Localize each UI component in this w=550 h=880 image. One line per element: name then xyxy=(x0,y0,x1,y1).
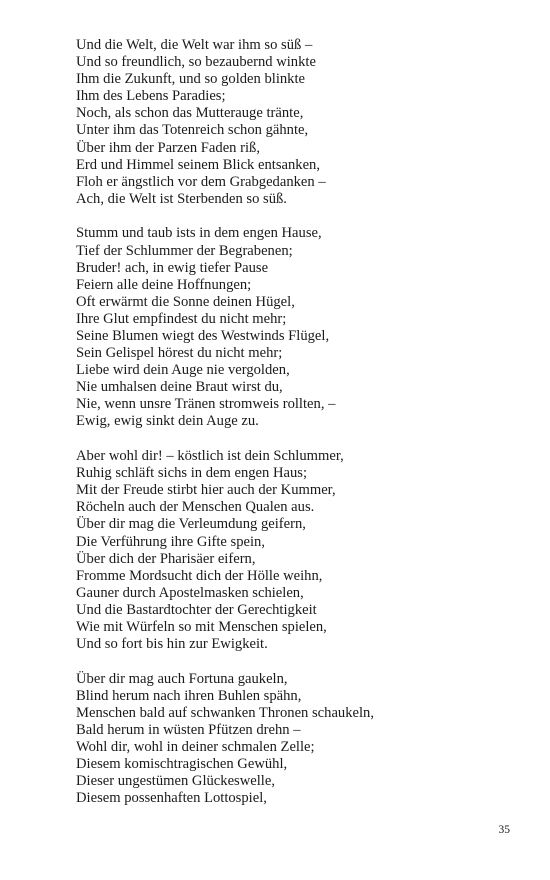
poem-line: Wohl dir, wohl in deiner schmalen Zelle; xyxy=(76,739,315,756)
poem-line: Blind herum nach ihren Buhlen spähn, xyxy=(76,687,302,704)
poem-line: Röcheln auch der Menschen Qualen aus. xyxy=(76,499,315,516)
poem-line: Sein Gelispel hörest du nicht mehr; xyxy=(76,345,283,362)
poem-line: Dieser ungestümen Glückeswelle, xyxy=(76,773,275,790)
poem-line: Ihre Glut empfindest du nicht mehr; xyxy=(76,310,287,327)
poem-line: Und so freundlich, so bezaubernd winkte xyxy=(76,54,316,71)
poem-text xyxy=(76,37,516,825)
poem-line: Diesem possenhaften Lottospiel, xyxy=(76,790,267,807)
poem-line: Ihm des Lebens Paradies; xyxy=(76,88,226,105)
poem-line: Noch, als schon das Mutterauge tränte, xyxy=(76,105,304,122)
poem-line: Unter ihm das Totenreich schon gähnte, xyxy=(76,122,309,139)
poem-line: Ruhig schläft sichs in dem engen Haus; xyxy=(76,465,308,482)
stanza-4 xyxy=(76,671,516,808)
poem-line: Feiern alle deine Hoffnungen; xyxy=(76,276,252,293)
poem-line: Tief der Schlummer der Begrabenen; xyxy=(76,242,293,259)
poem-line: Aber wohl dir! – köstlich ist dein Schlummer, xyxy=(76,448,344,465)
poem-line: Fromme Mordsucht dich der Hölle weihn, xyxy=(76,567,323,584)
poem-line: Menschen bald auf schwanken Thronen schaukeln, xyxy=(76,704,374,721)
poem-line: Nie, wenn unsre Tränen stromweis rollten, – xyxy=(76,396,336,413)
poem-line: Bald herum in wüsten Pfützen drehn – xyxy=(76,721,301,738)
poem-line: Über ihm der Parzen Faden riß, xyxy=(76,139,260,156)
poem-line: Bruder! ach, in ewig tiefer Pause xyxy=(76,259,269,276)
poem-line: Wie mit Würfeln so mit Menschen spielen, xyxy=(76,619,327,635)
poem-line: Oft erwärmt die Sonne deinen Hügel, xyxy=(76,293,295,310)
stanza-1 xyxy=(76,37,516,208)
poem-line: Über dich der Pharisäer eifern, xyxy=(76,550,256,567)
poem-line: Und die Bastardtochter der Gerechtigkeit xyxy=(76,601,317,618)
poem-line: Über dir mag auch Fortuna gaukeln, xyxy=(76,670,288,687)
poem-line: Gauner durch Apostelmasken schielen, xyxy=(76,584,304,601)
page-number: 35 xyxy=(498,824,510,836)
poem-line: Nie umhalsen deine Braut wirst du, xyxy=(76,379,283,396)
poem-line: Erd und Himmel seinem Blick entsanken, xyxy=(76,156,320,173)
poem-line: Seine Blumen wiegt des Westwinds Flügel, xyxy=(76,328,330,344)
poem-line: Liebe wird dein Auge nie vergolden, xyxy=(76,362,290,379)
poem-line: Diesem komischtragischen Gewühl, xyxy=(76,756,288,773)
poem-line: Ewig, ewig sinkt dein Auge zu. xyxy=(76,413,259,430)
poem-line: Und so fort bis hin zur Ewigkeit. xyxy=(76,636,268,653)
poem-line: Stumm und taub ists in dem engen Hause, xyxy=(76,225,322,242)
poem-line: Über dir mag die Verleumdung geifern, xyxy=(76,516,306,533)
poem-line: Ach, die Welt ist Sterbenden so süß. xyxy=(76,190,287,207)
poem-line: Und die Welt, die Welt war ihm so süß – xyxy=(76,37,313,53)
poem-line: Ihm die Zukunft, und so golden blinkte xyxy=(76,71,306,88)
stanza-3 xyxy=(76,448,516,653)
stanza-2 xyxy=(76,225,516,430)
poem-line: Floh er ängstlich vor dem Grabgedanken – xyxy=(76,173,326,190)
poem-line: Mit der Freude stirbt hier auch der Kummer, xyxy=(76,482,336,499)
poem-line: Die Verführung ihre Gifte spein, xyxy=(76,533,265,550)
